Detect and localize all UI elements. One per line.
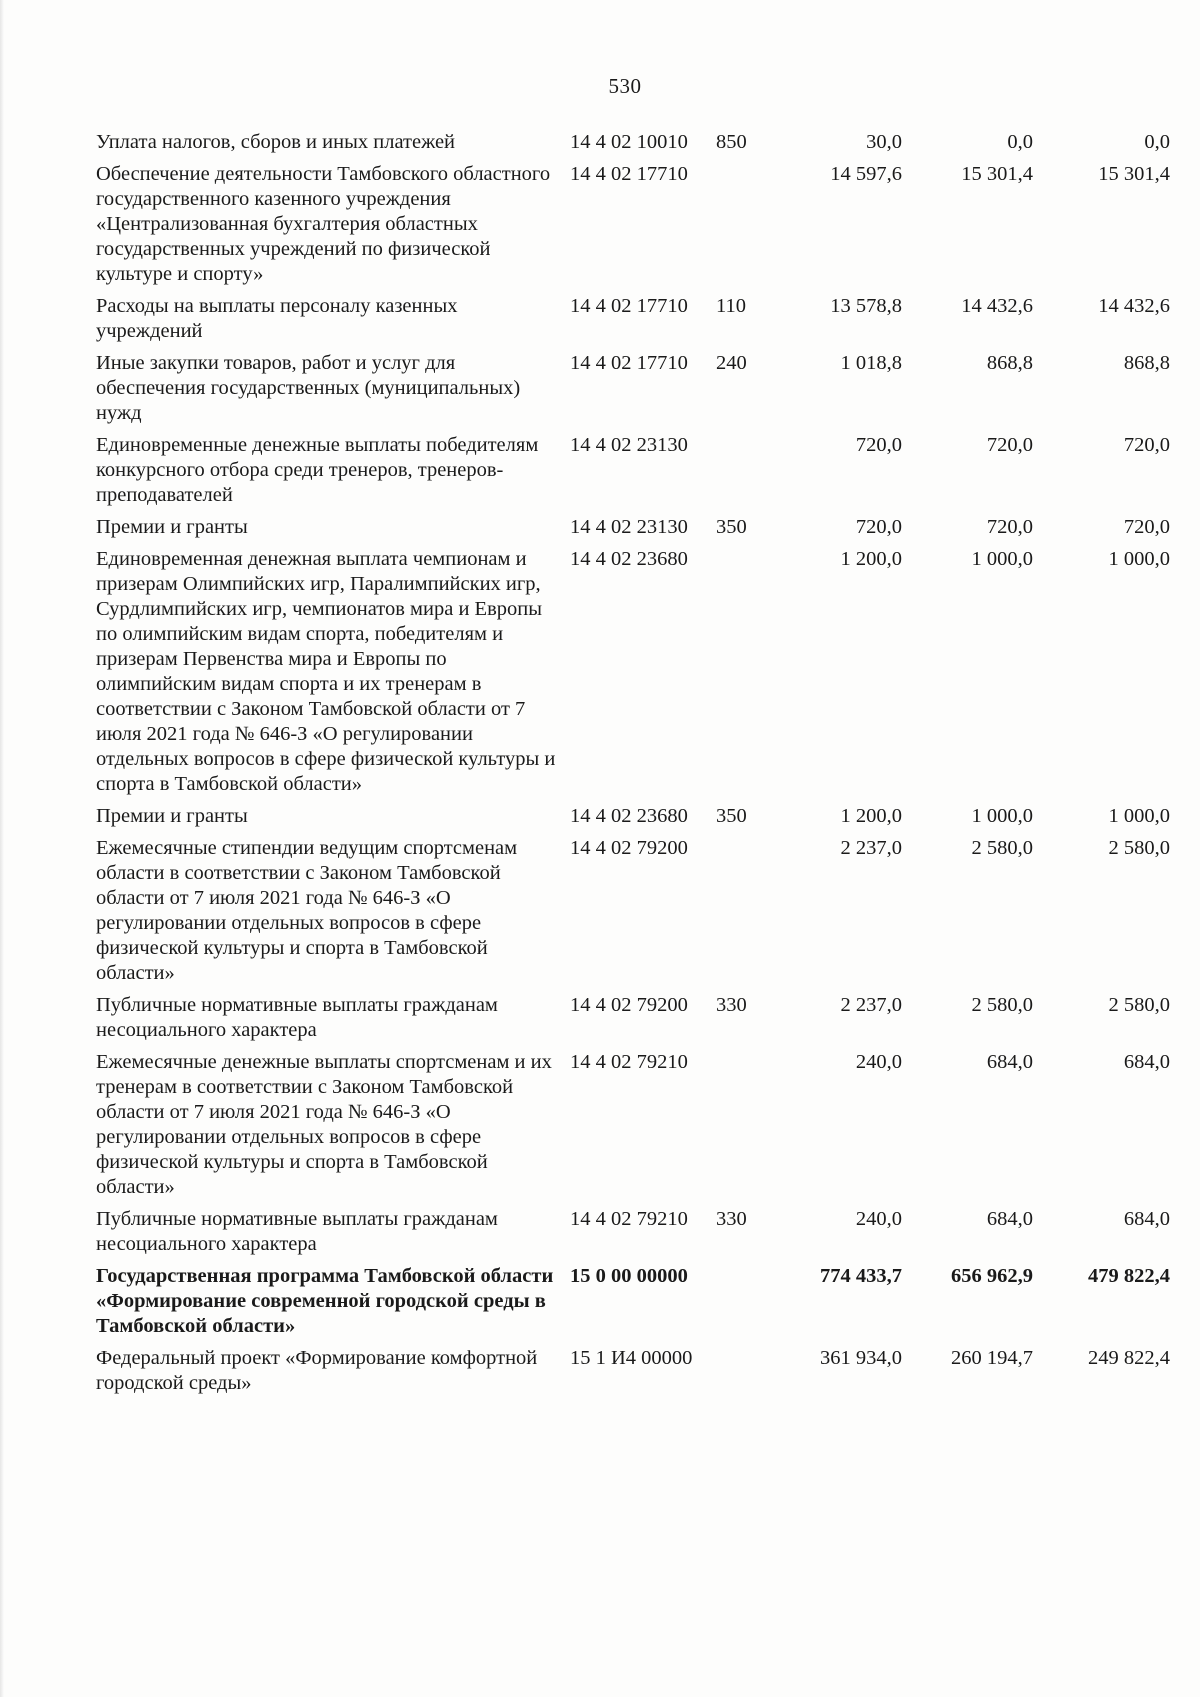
row-value-3: 868,8 bbox=[1123, 352, 1170, 374]
row-code: 15 0 00 00000 bbox=[570, 1265, 688, 1287]
row-name: Единовременные денежные выплаты победителям конкурсного отбора среди тренеров, тренеров-преподавателей bbox=[96, 434, 539, 506]
row-name: Федеральный проект «Формирование комфортной городской среды» bbox=[96, 1347, 538, 1394]
row-code: 14 4 02 79210 bbox=[570, 1051, 688, 1073]
row-name: Государственная программа Тамбовской области «Формирование современной городской среды в Тамбовской области» bbox=[96, 1265, 554, 1337]
row-name: Иные закупки товаров, работ и услуг для обеспечения государственных (муниципальных) нужд bbox=[96, 352, 521, 424]
row-value-1: 361 934,0 bbox=[820, 1347, 902, 1369]
row-value-2: 684,0 bbox=[986, 1051, 1033, 1073]
row-name: Уплата налогов, сборов и иных платежей bbox=[96, 131, 456, 153]
row-code: 14 4 02 79200 bbox=[570, 837, 688, 859]
row-expense-type bbox=[706, 1346, 766, 1403]
row-name: Публичные нормативные выплаты гражданам несоциального характера bbox=[96, 1208, 498, 1255]
row-name: Ежемесячные стипендии ведущим спортсменам области в соответствии с Законом Тамбовской области от 7 июля 2021 года № 646-З «О регулировании отдельных вопросов в сфере физической культуры и спорта в Тамбовской области» bbox=[96, 837, 518, 984]
row-value-3: 2 580,0 bbox=[1108, 837, 1170, 859]
row-expense-type bbox=[706, 547, 766, 804]
table-row bbox=[96, 515, 1178, 547]
row-value-3: 720,0 bbox=[1123, 516, 1170, 538]
row-value-3: 1 000,0 bbox=[1108, 805, 1170, 827]
table-row bbox=[96, 547, 1178, 804]
budget-table bbox=[96, 130, 1178, 1403]
table-row bbox=[96, 804, 1178, 836]
row-value-3: 2 580,0 bbox=[1108, 994, 1170, 1016]
row-value-3: 15 301,4 bbox=[1098, 163, 1170, 185]
row-expense-type: 350 bbox=[716, 516, 747, 538]
row-value-2: 720,0 bbox=[986, 516, 1033, 538]
row-name: Премии и гранты bbox=[96, 516, 248, 538]
page-number: 530 bbox=[608, 74, 642, 98]
row-value-1: 14 597,6 bbox=[830, 163, 902, 185]
row-expense-type: 850 bbox=[716, 131, 747, 153]
row-code: 15 1 И4 00000 bbox=[570, 1347, 693, 1369]
row-expense-type bbox=[706, 1050, 766, 1207]
row-value-2: 720,0 bbox=[986, 434, 1033, 456]
row-expense-type bbox=[706, 162, 766, 294]
row-expense-type: 330 bbox=[716, 1208, 747, 1230]
row-value-3: 1 000,0 bbox=[1108, 548, 1170, 570]
row-expense-type: 240 bbox=[716, 352, 747, 374]
row-code: 14 4 02 23130 bbox=[570, 516, 688, 538]
row-value-1: 240,0 bbox=[855, 1051, 902, 1073]
row-value-1: 1 200,0 bbox=[840, 805, 902, 827]
row-value-2: 1 000,0 bbox=[971, 805, 1033, 827]
row-value-3: 684,0 bbox=[1123, 1208, 1170, 1230]
row-expense-type: 110 bbox=[716, 295, 746, 317]
row-value-3: 479 822,4 bbox=[1088, 1265, 1170, 1287]
row-value-2: 15 301,4 bbox=[961, 163, 1033, 185]
row-value-3: 249 822,4 bbox=[1088, 1347, 1170, 1369]
row-expense-type: 350 bbox=[716, 805, 747, 827]
row-value-2: 656 962,9 bbox=[951, 1265, 1033, 1287]
row-code: 14 4 02 79200 bbox=[570, 994, 688, 1016]
row-value-3: 0,0 bbox=[1144, 131, 1170, 153]
row-expense-type: 330 bbox=[716, 994, 747, 1016]
row-value-1: 13 578,8 bbox=[830, 295, 902, 317]
scan-edge bbox=[0, 0, 4, 1697]
row-name: Публичные нормативные выплаты гражданам несоциального характера bbox=[96, 994, 498, 1041]
row-code: 14 4 02 17710 bbox=[570, 352, 688, 374]
table-row bbox=[96, 294, 1178, 351]
row-value-2: 2 580,0 bbox=[971, 994, 1033, 1016]
row-value-1: 774 433,7 bbox=[820, 1265, 902, 1287]
row-value-2: 14 432,6 bbox=[961, 295, 1033, 317]
row-value-2: 684,0 bbox=[986, 1208, 1033, 1230]
row-value-3: 720,0 bbox=[1123, 434, 1170, 456]
row-value-1: 1 018,8 bbox=[840, 352, 902, 374]
row-value-1: 2 237,0 bbox=[840, 837, 902, 859]
row-expense-type bbox=[706, 433, 766, 515]
budget-table-body bbox=[96, 130, 1178, 1403]
table-row bbox=[96, 836, 1178, 993]
table-row bbox=[96, 1050, 1178, 1207]
table-row bbox=[96, 130, 1178, 162]
row-code: 14 4 02 17710 bbox=[570, 163, 688, 185]
row-expense-type bbox=[706, 1264, 766, 1346]
row-code: 14 4 02 23680 bbox=[570, 548, 688, 570]
row-value-2: 1 000,0 bbox=[971, 548, 1033, 570]
row-value-2: 2 580,0 bbox=[971, 837, 1033, 859]
row-value-2: 868,8 bbox=[986, 352, 1033, 374]
table-row bbox=[96, 993, 1178, 1050]
table-row bbox=[96, 351, 1178, 433]
row-code: 14 4 02 23680 bbox=[570, 805, 688, 827]
row-name: Единовременная денежная выплата чемпионам и призерам Олимпийских игр, Паралимпийских игр, Сурдлимпийских игр, чемпионатов мира и Европы по олимпийским видам спорта, победителям и призерам Первенства мира и Европы по олимпийским видам спорта и их тренерам в соответствии с Законом Тамбовской области от 7 июля 2021 года № 646-З «О регулировании отдельных вопросов в сфере физической культуры и спорта в Тамбовской области» bbox=[96, 548, 556, 795]
row-code: 14 4 02 10010 bbox=[570, 131, 688, 153]
row-value-1: 30,0 bbox=[866, 131, 902, 153]
row-name: Ежемесячные денежные выплаты спортсменам и их тренерам в соответствии с Законом Тамбовской области от 7 июля 2021 года № 646-З «О регулировании отдельных вопросов в сфере физической культуры и спорта в Тамбовской области» bbox=[96, 1051, 552, 1198]
table-row bbox=[96, 162, 1178, 294]
row-value-2: 260 194,7 bbox=[951, 1347, 1033, 1369]
row-name: Обеспечение деятельности Тамбовского областного государственного казенного учреждения «Централизованная бухгалтерия областных государственных учреждений по физической культуре и спорту» bbox=[96, 163, 551, 285]
table-row bbox=[96, 1346, 1178, 1403]
table-row-program bbox=[96, 1264, 1178, 1346]
row-name: Расходы на выплаты персоналу казенных учреждений bbox=[96, 295, 458, 342]
table-row bbox=[96, 1207, 1178, 1264]
row-code: 14 4 02 17710 bbox=[570, 295, 688, 317]
table-row bbox=[96, 433, 1178, 515]
row-value-1: 1 200,0 bbox=[840, 548, 902, 570]
row-code: 14 4 02 79210 bbox=[570, 1208, 688, 1230]
row-name: Премии и гранты bbox=[96, 805, 248, 827]
row-value-3: 14 432,6 bbox=[1098, 295, 1170, 317]
row-value-3: 684,0 bbox=[1123, 1051, 1170, 1073]
row-value-1: 720,0 bbox=[855, 434, 902, 456]
row-code: 14 4 02 23130 bbox=[570, 434, 688, 456]
row-value-2: 0,0 bbox=[1007, 131, 1033, 153]
row-value-1: 240,0 bbox=[855, 1208, 902, 1230]
row-expense-type bbox=[706, 836, 766, 993]
row-value-1: 720,0 bbox=[855, 516, 902, 538]
row-value-1: 2 237,0 bbox=[840, 994, 902, 1016]
